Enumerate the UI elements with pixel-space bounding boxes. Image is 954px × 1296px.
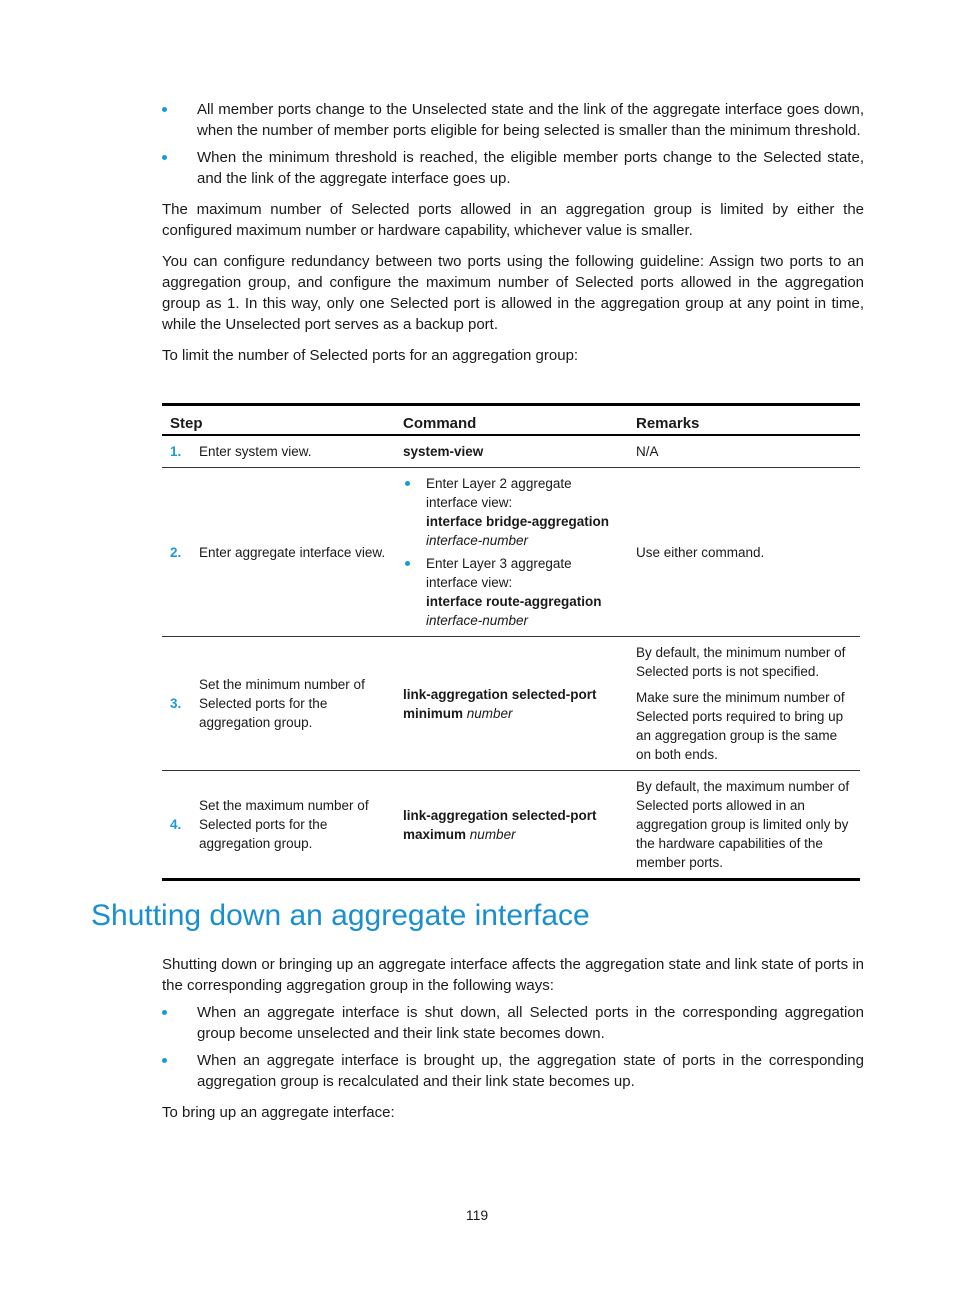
- list-item: When an aggregate interface is brought up, the aggregation state of ports in the corresponding aggregation group is recalculated and their link state becomes up.: [162, 1050, 864, 1092]
- step-number: 1.: [162, 435, 195, 468]
- command-cell: [395, 637, 628, 771]
- remarks-cell: By default, the minimum number of Selected ports is not specified. Make sure the minimum number of Selected ports required to bring up an aggregation group is the same on both ends.: [628, 637, 860, 771]
- command-argument: number: [466, 705, 513, 721]
- section-body: [162, 954, 864, 1123]
- command-options: [403, 474, 620, 630]
- list-item: When an aggregate interface is shut down, all Selected ports in the corresponding aggregation group become unselected and their link state becomes down.: [162, 1002, 864, 1044]
- command-argument: number: [469, 826, 516, 842]
- step-description: Set the minimum number of Selected ports for the aggregation group.: [195, 637, 395, 771]
- command-keyword: link-aggregation selected-port: [403, 686, 597, 702]
- step-description: Enter system view.: [195, 435, 395, 468]
- step-number: 2.: [162, 468, 195, 637]
- table-row: [162, 771, 860, 880]
- step-description: Enter aggregate interface view.: [195, 468, 395, 637]
- bullet-icon: [405, 481, 410, 486]
- list-item: When the minimum threshold is reached, the eligible member ports change to the Selected state, and the link of the aggregate interface goes up.: [162, 147, 864, 189]
- command-keyword: minimum: [403, 705, 464, 721]
- config-steps-table: [162, 403, 860, 881]
- header-remarks: Remarks: [628, 405, 860, 436]
- page-number: 119: [465, 1207, 489, 1223]
- paragraph: To bring up an aggregate interface:: [162, 1104, 395, 1121]
- step-description: Set the maximum number of Selected ports for the aggregation group.: [199, 798, 369, 851]
- section-heading: Shutting down an aggregate interface: [91, 899, 590, 932]
- list-item: All member ports change to the Unselected state and the link of the aggregate interface goes down, when the number of member ports eligible for being selected is smaller than the minimum threshold.: [162, 99, 864, 141]
- paragraph: To limit the number of Selected ports for an aggregation group:: [162, 347, 579, 364]
- bullet-icon: [162, 107, 167, 112]
- command-cell: [395, 771, 628, 880]
- table-header-row: [162, 405, 860, 436]
- bullet-icon: [162, 1010, 167, 1015]
- command-keyword: system-view: [403, 444, 484, 459]
- command-keyword: link-aggregation selected-port: [403, 807, 597, 823]
- list-item: Enter Layer 3 aggregate interface view: interface route-aggregation interface-number: [403, 554, 620, 630]
- command-keyword: maximum: [403, 826, 467, 842]
- bullet-icon: [162, 155, 167, 160]
- command-keyword: interface route-aggregation: [426, 594, 602, 609]
- command-argument: interface-number: [426, 533, 529, 548]
- bullet-icon: [162, 1058, 167, 1063]
- bullet-icon: [405, 561, 410, 566]
- command-cell: [395, 435, 628, 468]
- paragraph: You can configure redundancy between two ports using the following guideline: Assign two ports to an aggregation group, and configure the maximum number of Selected ports allowed in the aggregation group as 1. In this way, only one Selected port is allowed in the aggregation group at any point in time, while the Unselected port serves as a backup port.: [162, 253, 864, 333]
- intro-bullet-list: [162, 99, 864, 189]
- command-cell: [395, 468, 628, 637]
- list-item: Enter Layer 2 aggregate interface view: interface bridge-aggregation interface-number: [403, 474, 620, 550]
- table-row: [162, 435, 860, 468]
- header-command: Command: [395, 405, 628, 436]
- table-row: [162, 637, 860, 771]
- section-bullet-list: [162, 1002, 864, 1092]
- step-number: 3.: [162, 637, 195, 771]
- table-row: [162, 468, 860, 637]
- command-keyword: interface bridge-aggregation: [426, 514, 610, 529]
- paragraph: Shutting down or bringing up an aggregate interface affects the aggregation state and link state of ports in the corresponding aggregation group in the following ways:: [162, 956, 864, 994]
- remarks-cell: Use either command.: [628, 468, 860, 637]
- intro-block: [162, 99, 864, 366]
- remarks-cell: By default, the maximum number of Selected ports allowed in an aggregation group is limited only by the hardware capabilities of the member ports.: [636, 779, 850, 870]
- header-step: Step: [162, 405, 395, 436]
- step-number: 4.: [170, 817, 182, 832]
- remarks-cell: N/A: [628, 435, 860, 468]
- paragraph: The maximum number of Selected ports allowed in an aggregation group is limited by either the configured maximum number or hardware capability, whichever value is smaller.: [162, 201, 864, 239]
- command-argument: interface-number: [426, 613, 529, 628]
